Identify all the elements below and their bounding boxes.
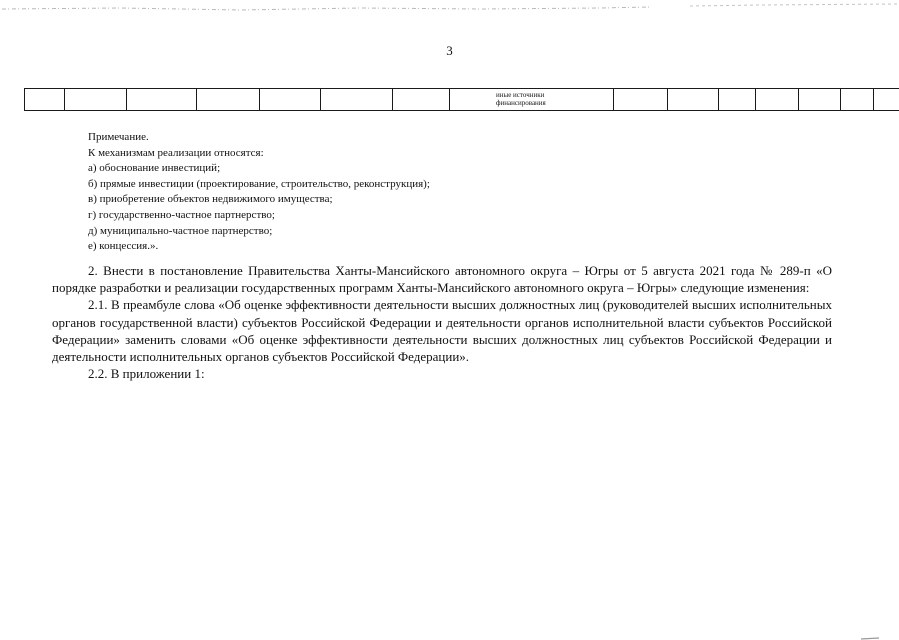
table-cell	[756, 89, 799, 111]
financing-source-cell	[450, 89, 614, 111]
note-intro: К механизмам реализации относятся:	[88, 146, 264, 159]
note-item: д) муниципально-частное партнерство;	[88, 224, 273, 237]
financing-cell-line: финансирования	[496, 99, 546, 107]
note-block	[88, 130, 430, 255]
note-item: е) концессия.».	[88, 240, 159, 253]
scan-artifact-top	[0, 0, 899, 14]
note-item: б) прямые инвестиции (проектирование, строительство, реконструкция);	[88, 177, 430, 190]
page-number: 3	[446, 43, 453, 58]
table-cell	[393, 89, 450, 111]
paragraph-2: 2. Внести в постановление Правительства Ханты-Мансийского автономного округа – Югры от 5 августа 2021 года № 289-п «О порядке разработки и реализации государственных программ Ханты-Мансийского автономного округа – Югры» следующие изменения:	[52, 263, 832, 296]
table-cell	[127, 89, 197, 111]
paragraph-2-1: 2.1. В преамбуле слова «Об оценке эффективности деятельности высших должностных лиц (руководителей высших исполнительных органов государственной власти) субъектов Российской Федерации и деятельности органов исполнительной власти субъектов Российской Федерации» заменить словами «Об оценке эффективности деятельности высших должностных лиц субъектов Российской Федерации и деятельности исполнительных органов субъектов Российской Федерации».	[52, 297, 832, 365]
table-row	[25, 89, 899, 111]
table-cell	[197, 89, 260, 111]
table-cell	[25, 89, 65, 111]
note-title: Примечание.	[88, 131, 149, 143]
table-cell	[841, 89, 874, 111]
financing-cell-line: иные источники	[496, 91, 545, 99]
table-cell	[799, 89, 841, 111]
table-cell	[260, 89, 321, 111]
note-item: г) государственно-частное партнерство;	[88, 208, 275, 221]
table-cell	[668, 89, 719, 111]
note-item: а) обоснование инвестиций;	[88, 162, 221, 175]
table-cell	[874, 89, 899, 111]
table-cell	[321, 89, 393, 111]
table-cell	[65, 89, 127, 111]
table-continuation-row	[24, 88, 899, 111]
document-body	[52, 262, 832, 382]
scan-artifact-corner	[859, 634, 881, 640]
table-cell	[614, 89, 668, 111]
paragraph-2-2: 2.2. В приложении 1:	[88, 366, 205, 382]
note-item: в) приобретение объектов недвижимого имущества;	[88, 193, 333, 206]
table-cell	[719, 89, 756, 111]
